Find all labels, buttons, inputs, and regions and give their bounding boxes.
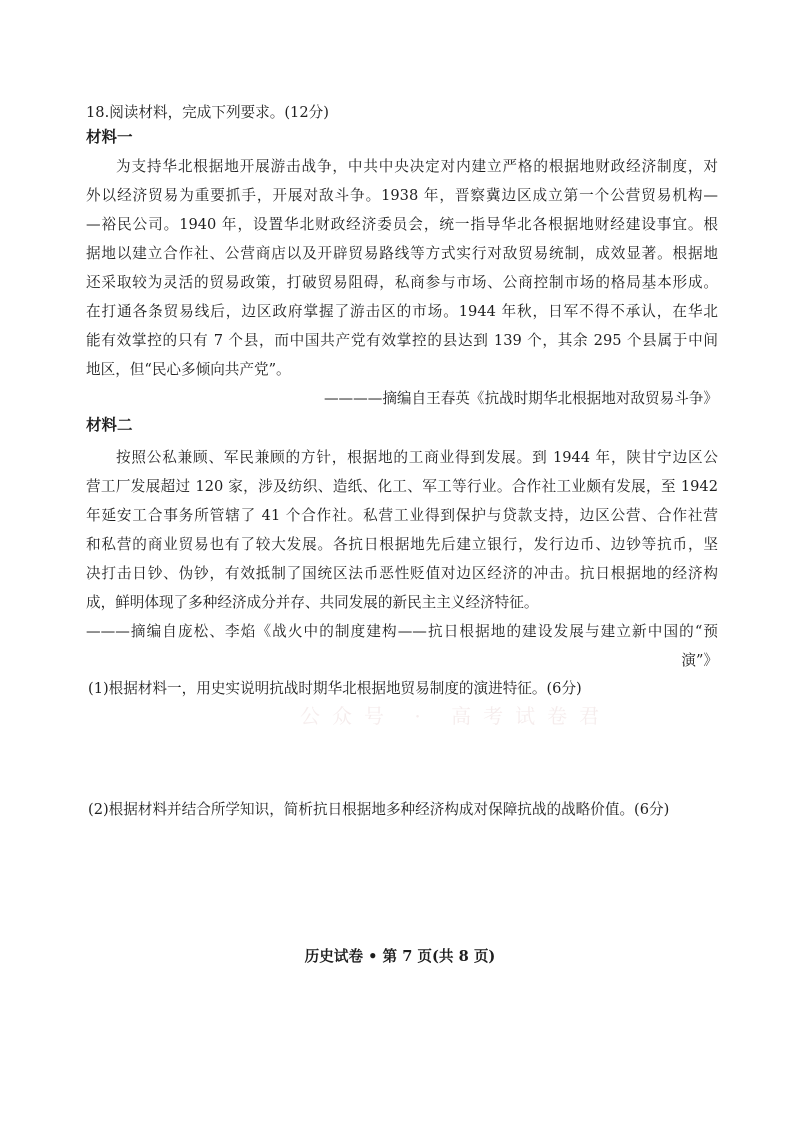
- material2-line: 和私营的商业贸易也有了较大发展。各抗日根据地先后建立银行，发行边币、边钞等抗币，坚: [86, 536, 718, 553]
- material1-line: 还采取较为灵活的贸易政策，打破贸易阻碍，私商参与市场、公商控制市场的格局基本形成。: [86, 274, 718, 291]
- material1-heading: 材料一: [86, 127, 133, 146]
- material2-line: 成，鲜明体现了多种经济成分并存、共同发展的新民主主义经济特征。: [86, 594, 539, 611]
- material1-line: 在打通各条贸易线后，边区政府掌握了游击区的市场。1944 年秋，日军不得不承认，在华北: [86, 303, 718, 320]
- material1-line: 能有效掌控的只有 7 个县，而中国共产党有效掌控的县达到 139 个，其余 295 个县属于中间: [86, 332, 718, 349]
- material1-line: 据地以建立合作社、公营商店以及开辟贸易路线等方式实行对敌贸易统制，成效显著。根据地: [86, 245, 718, 262]
- material2-heading: 材料二: [86, 415, 133, 434]
- sub-question-2: (2)根据材料并结合所学知识，简析抗日根据地多种经济构成对保障抗战的战略价值。(6分): [88, 801, 670, 818]
- material1-source: ————摘编自王春英《抗战时期华北根据地对敌贸易斗争》: [323, 390, 718, 407]
- sub-question-1: (1)根据材料一，用史实说明抗战时期华北根据地贸易制度的演进特征。(6分): [88, 680, 582, 697]
- material1-line: 外以经济贸易为重要抓手，开展对敌斗争。1938 年，晋察冀边区成立第一个公营贸易机构—: [86, 187, 718, 204]
- page-footer: 历史试卷 • 第 7 页(共 8 页): [304, 948, 496, 965]
- material2-line: 营工厂发展超过 120 家，涉及纺织、造纸、化工、军工等行业。合作社工业颇有发展，至 1942: [86, 478, 718, 495]
- material1-line: 地区，但“民心多倾向共产党”。: [86, 361, 291, 378]
- material2-line: 按照公私兼顾、军民兼顾的方针，根据地的工商业得到发展。到 1944 年，陕甘宁边区公: [116, 449, 718, 466]
- material2-line: 年延安工合事务所管辖了 41 个合作社。私营工业得到保护与贷款支持，边区公营、合作社营: [86, 507, 718, 524]
- question-title: 18.阅读材料，完成下列要求。(12分): [86, 104, 329, 121]
- watermark: 公众号 · 高考试卷君: [300, 704, 612, 728]
- material1-line: —裕民公司。1940 年，设置华北财政经济委员会，统一指导华北各根据地财经建设事宜。根: [86, 216, 718, 233]
- material1-line: 为支持华北根据地开展游击战争，中共中央决定对内建立严格的根据地财政经济制度，对: [116, 158, 718, 175]
- material2-source: ———摘编自庞松、李焰《战火中的制度建构——抗日根据地的建设发展与建立新中国的“预: [86, 623, 718, 640]
- material2-source-end: 演”》: [681, 652, 718, 669]
- material2-line: 决打击日钞、伪钞，有效抵制了国统区法币恶性贬值对边区经济的冲击。抗日根据地的经济构: [86, 565, 718, 582]
